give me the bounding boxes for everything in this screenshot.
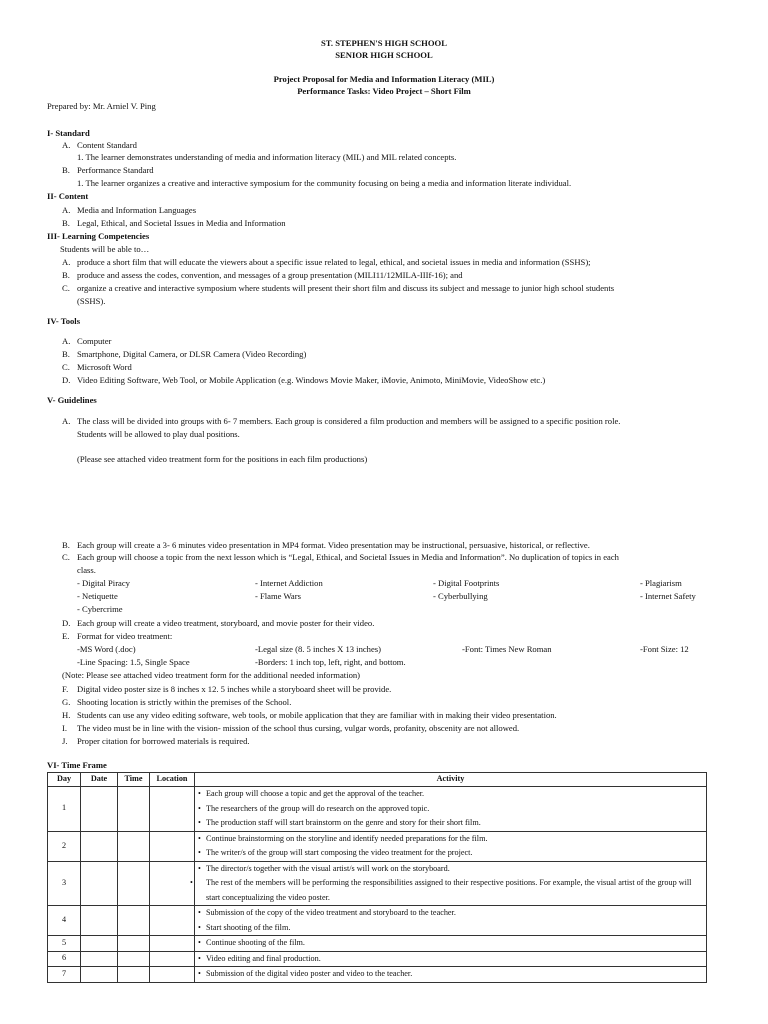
time-cell [118, 951, 150, 967]
activity-item: • Start shooting of the film. [198, 922, 291, 932]
content-a: A. Media and Information Languages [62, 205, 197, 215]
guideline-a-note: (Please see attached video treatment form for the positions in each film productions) [77, 454, 368, 464]
competency-b: B. produce and assess the codes, convention, and messages of a group presentation (MILI11/12MILA-IIIf-16); and [62, 270, 463, 280]
guideline-b: B. Each group will create a 3- 6 minutes video presentation in MP4 format. Video presentation may be instructional, persuasive, historical, or reflective. [62, 540, 590, 550]
activity-item: • Continue shooting of the film. [198, 938, 305, 947]
activity-item: • The writer/s of the group will start composing the video treatment for the project. [198, 848, 473, 857]
standard-a-item: 1. The learner demonstrates understanding of media and information literacy (MIL) and MIL related concepts. [77, 152, 457, 162]
format-item: -MS Word (.doc) [77, 644, 136, 654]
date-cell [81, 951, 118, 967]
activity-item: • Submission of the copy of the video treatment and storyboard to the teacher. [198, 908, 456, 917]
guideline-c: C. Each group will choose a topic from the next lesson which is “Legal, Ethical, and Societal Issues in Media and Information”. No duplication of topics in each [62, 552, 619, 562]
section-standard-heading: I- Standard [47, 128, 90, 138]
table-row [48, 787, 707, 832]
activity-cell [195, 936, 707, 952]
format-item: -Font: Times New Roman [462, 644, 552, 654]
day-cell: 3 [48, 861, 81, 906]
date-cell [81, 967, 118, 983]
day-cell: 1 [48, 787, 81, 832]
activity-item: • The director/s together with the visual artist/s will work on the storyboard. [198, 863, 450, 873]
competency-a: A. produce a short film that will educate the viewers about a specific issue related to legal, ethical, and societal issues in media and information (SSHS); [62, 257, 591, 267]
date-cell [81, 906, 118, 936]
col-activity: Activity [195, 773, 707, 787]
table-row [48, 951, 707, 967]
day-cell: 6 [48, 951, 81, 967]
col-location: Location [150, 773, 195, 787]
time-cell [118, 787, 150, 832]
section-guidelines-heading: V- Guidelines [47, 395, 97, 405]
day-cell: 5 [48, 936, 81, 952]
day-cell: 4 [48, 906, 81, 936]
topic-item: - Internet Safety [640, 591, 696, 601]
time-cell [118, 831, 150, 861]
format-item: -Font Size: 12 [640, 644, 689, 654]
activity-cell [195, 951, 707, 967]
tool-item: D. Video Editing Software, Web Tool, or Mobile Application (e.g. Windows Movie Maker, iMovie, Animoto, MiniMovie, VideoShow etc.) [62, 375, 546, 385]
day-cell: 7 [48, 967, 81, 983]
guideline-a-cont: Students will be allowed to play dual positions. [77, 429, 240, 439]
activity-cell [195, 831, 707, 861]
col-time: Time [118, 773, 150, 787]
topic-item: - Cybercrime [77, 604, 123, 614]
school-name: ST. STEPHEN'S HIGH SCHOOL [321, 38, 447, 48]
competency-c-cont: (SSHS). [77, 296, 106, 306]
table-row [48, 831, 707, 861]
topic-item: - Netiquette [77, 591, 118, 601]
guideline-e-note: (Note: Please see attached video treatment form for the additional needed information) [62, 670, 361, 680]
guideline-f: F. Digital video poster size is 8 inches x 12. 5 inches while a storyboard sheet will be provide. [62, 684, 392, 694]
time-cell [118, 967, 150, 983]
section-content-heading: II- Content [47, 191, 89, 201]
table-row [48, 906, 707, 936]
competencies-intro: Students will be able to… [60, 244, 150, 254]
content-b: B. Legal, Ethical, and Societal Issues in Media and Information [62, 218, 286, 228]
activity-item: • Submission of the digital video poster and video to the teacher. [198, 969, 413, 978]
document-title: Project Proposal for Media and Information Literacy (MIL) [273, 74, 495, 84]
topic-item: - Digital Footprints [433, 578, 500, 588]
activity-cell [195, 967, 707, 983]
guideline-j: J. Proper citation for borrowed materials is required. [62, 736, 250, 746]
competency-c: C. organize a creative and interactive symposium where students will present their short film and discuss its subject and message to junior high school students [62, 283, 615, 293]
location-cell [150, 967, 195, 983]
location-cell [150, 951, 195, 967]
location-cell [150, 906, 195, 936]
time-cell [118, 906, 150, 936]
activity-cell [195, 787, 707, 832]
day-cell: 2 [48, 831, 81, 861]
tool-item: C. Microsoft Word [62, 362, 132, 372]
activity-item: • The production staff will start brainstorm on the genre and story for their short film. [198, 818, 481, 827]
format-item: -Borders: 1 inch top, left, right, and bottom. [255, 657, 406, 667]
standard-a: A. Content Standard [62, 140, 137, 150]
topic-item: - Cyberbullying [433, 591, 488, 601]
activity-item: • The researchers of the group will do research on the approved topic. [198, 803, 430, 813]
section-competencies-heading: III- Learning Competencies [47, 231, 150, 241]
section-tools-heading: IV- Tools [47, 316, 81, 326]
document-subtitle: Performance Tasks: Video Project – Short Film [297, 86, 471, 96]
date-cell [81, 861, 118, 906]
activity-item: • Continue brainstorming on the storyline and identify needed preparations for the film. [198, 833, 488, 843]
location-cell [150, 831, 195, 861]
prepared-by: Prepared by: Mr. Arniel V. Ping [47, 101, 156, 111]
guideline-e: E. Format for video treatment: [62, 631, 173, 641]
table-row [48, 936, 707, 952]
guideline-h: H. Students can use any video editing software, web tools, or mobile application that they are familiar with in making their video presentation. [62, 710, 557, 720]
date-cell [81, 936, 118, 952]
activity-item: • Each group will choose a topic and get the approval of the teacher. [198, 789, 425, 798]
table-row [48, 861, 707, 906]
time-cell [118, 936, 150, 952]
guideline-i: I. The video must be in line with the vision- mission of the school thus cursing, vulgar words, profanity, obscenity are not allowed. [62, 723, 520, 733]
guideline-d: D. Each group will create a video treatment, storyboard, and movie poster for their video. [62, 618, 375, 628]
activity-item: • The rest of the members will be performing the responsibilities assigned to their respective positions. For example, the visual artist of the group will start conceptualizing the video poster. [190, 878, 692, 902]
table-row [48, 967, 707, 983]
location-cell [150, 787, 195, 832]
tool-item: B. Smartphone, Digital Camera, or DLSR Camera (Video Recording) [62, 349, 307, 359]
topic-item: - Digital Piracy [77, 578, 130, 588]
guideline-g: G. Shooting location is strictly within the premises of the School. [62, 697, 292, 707]
location-cell [150, 861, 195, 906]
guideline-c-cont: class. [77, 565, 96, 575]
date-cell [81, 831, 118, 861]
col-day: Day [48, 773, 81, 787]
location-cell [150, 936, 195, 952]
topic-item: - Plagiarism [640, 578, 682, 588]
table-header-row [48, 773, 707, 787]
format-item: -Line Spacing: 1.5, Single Space [77, 657, 190, 667]
format-item: -Legal size (8. 5 inches X 13 inches) [255, 644, 381, 654]
activity-item: • Video editing and final production. [198, 953, 321, 963]
col-date: Date [81, 773, 118, 787]
guideline-a: A. The class will be divided into groups with 6- 7 members. Each group is considered a film production and members will be assigned to a specific position role. [62, 416, 621, 426]
date-cell [81, 787, 118, 832]
activity-cell [190, 861, 707, 906]
section-timeframe-heading: VI- Time Frame [47, 760, 107, 770]
school-division: SENIOR HIGH SCHOOL [335, 50, 433, 60]
timeframe-table [47, 772, 707, 983]
tool-item: A. Computer [62, 336, 112, 346]
standard-b: B. Performance Standard [62, 165, 154, 175]
topic-item: - Flame Wars [255, 591, 301, 601]
standard-b-item: 1. The learner organizes a creative and interactive symposium for the community focusing on being a media and information literate individual. [77, 178, 572, 188]
time-cell [118, 861, 150, 906]
activity-cell [195, 906, 707, 936]
topic-item: - Internet Addiction [255, 578, 323, 588]
